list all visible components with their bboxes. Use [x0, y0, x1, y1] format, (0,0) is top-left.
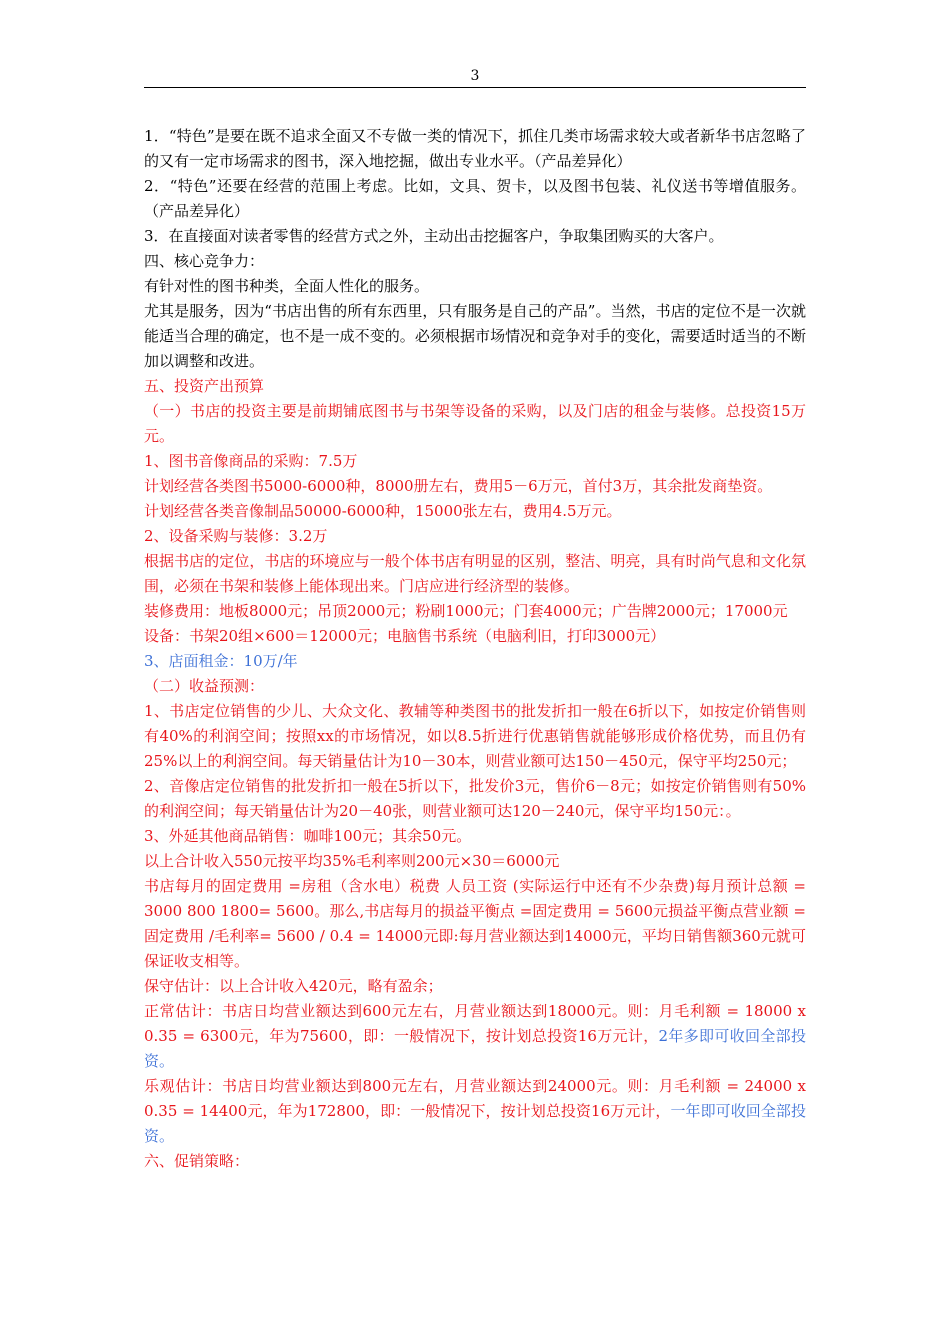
paragraph: [144, 549, 806, 599]
paragraph: [144, 599, 806, 624]
paragraph: [144, 999, 806, 1074]
text-run: 六、促销策略：: [144, 1152, 250, 1170]
paragraph: [144, 124, 806, 174]
document-body: [144, 124, 806, 1174]
text-run: 3、外延其他商品销售：咖啡100元；其余50元。: [144, 827, 472, 845]
paragraph: [144, 274, 806, 299]
paragraph: [144, 499, 806, 524]
paragraph: [144, 849, 806, 874]
paragraph: [144, 699, 806, 774]
paragraph: [144, 624, 806, 649]
paragraph: [144, 974, 806, 999]
text-run: 根据书店的定位，书店的环境应与一般个体书店有明显的区别，整洁、明亮，具有时尚气息和文化氛围，必须在书架和装修上能体现出来。门店应进行经济型的装修。: [144, 552, 806, 595]
text-run: 正常估计：书店日均营业额达到600元左右，月营业额达到18000元。则：月毛利额 = 18000 x 0.35 = 6300元，年为75600，即：一般情况下，按计划总投资16万元计，: [144, 1002, 806, 1045]
text-run: 书店每月的固定费用 =房租（含水电）税费 人员工资 (实际运行中还有不少杂费)每月预计总额 = 3000 800 1800= 5600。那么,书店每月的损益平衡点 =固定费用 = 5600元损益平衡点营业额 =固定费用 /毛利率= 5600 / 0.4 = 14000元即:每月营业额达到14000元，平均日销售额360元就可保证收支相等。: [144, 877, 806, 970]
text-run: 一年即可收回全部投资。: [144, 1102, 806, 1145]
text-run: 2年多即可收回全部投资。: [144, 1027, 807, 1070]
paragraph: [144, 249, 806, 274]
paragraph: [144, 224, 806, 249]
text-run: 1、书店定位销售的少儿、大众文化、教辅等种类图书的批发折扣一般在6折以下，如按定价销售则有40%的利润空间；按照xx的市场情况，如以8.5折进行优惠销售就能够形成价格优势，而且仍有25%以上的利润空间。每天销量估计为10－30本，则营业额可达150－450元，保守平均250元；: [144, 702, 806, 770]
text-run: 3．在直接面对读者零售的经营方式之外，主动出击挖掘客户，争取集团购买的大客户。: [144, 227, 724, 245]
paragraph: [144, 824, 806, 849]
paragraph: [144, 1074, 806, 1149]
paragraph: [144, 524, 806, 549]
paragraph: [144, 649, 806, 674]
paragraph: [144, 874, 806, 974]
text-run: 乐观估计：书店日均营业额达到800元左右，月营业额达到24000元。则：月毛利额 = 24000 x 0.35 = 14400元，年为172800，即：一般情况下，按计划总投资16万元计，: [144, 1077, 806, 1120]
text-run: 设备：书架20组×600＝12000元；电脑售书系统（电脑利旧，打印3000元）: [144, 627, 666, 645]
paragraph: [144, 174, 806, 224]
paragraph: [144, 1149, 806, 1174]
paragraph: [144, 774, 806, 824]
text-run: 装修费用：地板8000元；吊顶2000元；粉刷1000元；门套4000元；广告牌2000元；17000元: [144, 602, 788, 620]
paragraph: [144, 474, 806, 499]
text-run: 有针对性的图书种类，全面人性化的服务。: [144, 277, 430, 295]
page-number: 3: [470, 68, 480, 84]
paragraph: [144, 299, 806, 374]
paragraph: [144, 674, 806, 699]
text-run: 2．“特色”还要在经营的范围上考虑。比如，文具、贺卡，以及图书包装、礼仪送书等增值服务。（产品差异化）: [144, 177, 806, 220]
header-rule: [144, 87, 806, 88]
text-run: 2、音像店定位销售的批发折扣一般在5折以下，批发价3元，售价6－8元；如按定价销售则有50%的利润空间；每天销量估计为20－40张，则营业额可达120－240元，保守平均150元：。: [144, 777, 806, 820]
text-run: 1．“特色”是要在既不追求全面又不专做一类的情况下，抓住几类市场需求较大或者新华书店忽略了的又有一定市场需求的图书，深入地挖掘，做出专业水平。（产品差异化）: [144, 127, 806, 170]
text-run: （二）收益预测：: [144, 677, 265, 695]
text-run: 四、核心竞争力：: [144, 252, 265, 270]
text-run: 3、店面租金：10万/年: [144, 652, 298, 670]
text-run: 计划经营各类图书5000-6000种，8000册左右，费用5－6万元，首付3万，其余批发商垫资。: [144, 477, 773, 495]
text-run: 2、设备采购与装修：3.2万: [144, 527, 328, 545]
text-run: （一）书店的投资主要是前期铺底图书与书架等设备的采购，以及门店的租金与装修。总投资15万元。: [144, 402, 806, 445]
text-run: 保守估计：以上合计收入420元，略有盈余；: [144, 977, 443, 995]
text-run: 尤其是服务，因为“书店出售的所有东西里，只有服务是自己的产品”。当然，书店的定位不是一次就能适当合理的确定，也不是一成不变的。必须根据市场情况和竞争对手的变化，需要适时适当的不断加以调整和改进。: [144, 302, 806, 370]
text-run: 五、投资产出预算: [144, 377, 265, 395]
paragraph: [144, 449, 806, 474]
paragraph: [144, 399, 806, 449]
text-run: 计划经营各类音像制品50000-6000种，15000张左右，费用4.5万元。: [144, 502, 622, 520]
text-run: 以上合计收入550元按平均35%毛利率则200元×30＝6000元: [144, 852, 560, 870]
text-run: 1、图书音像商品的采购：7.5万: [144, 452, 358, 470]
paragraph: [144, 374, 806, 399]
